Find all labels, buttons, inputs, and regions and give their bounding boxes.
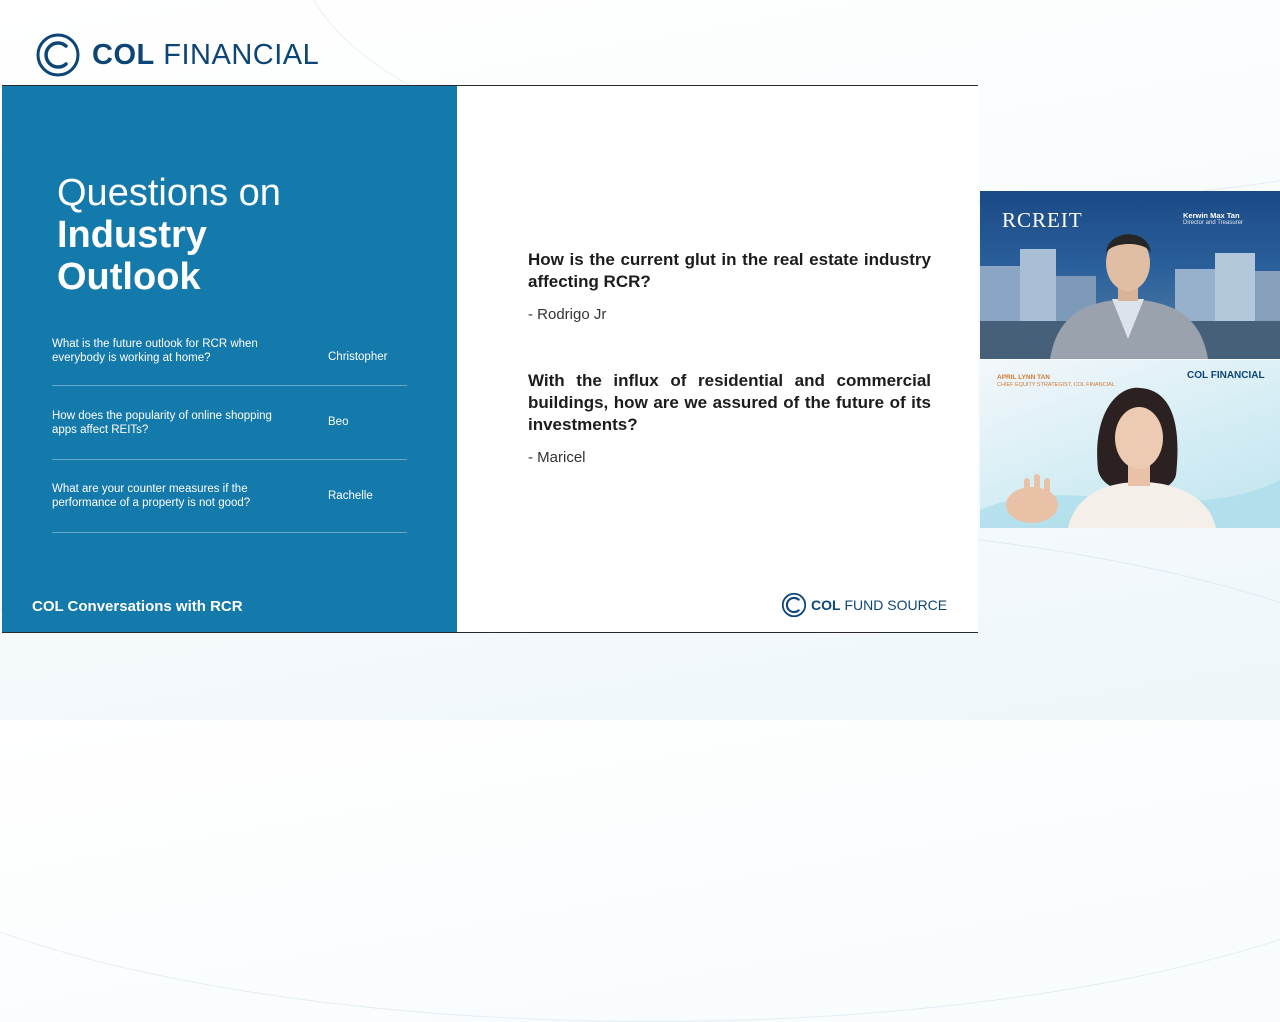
brand-rest: FINANCIAL xyxy=(163,38,320,71)
video-tile-speaker-2[interactable] xyxy=(980,360,1280,528)
slide-title-line2: Industry xyxy=(57,214,207,256)
featured-question: How is the current glut in the real estate industry affecting RCR? xyxy=(528,250,931,291)
featured-question: With the influx of residential and commercial buildings, how are we assured of the future of its investments? xyxy=(528,371,931,434)
speaker-1-name: Kerwin Max Tan xyxy=(1183,211,1240,220)
brand-bold: COL xyxy=(92,38,155,71)
slide-title-line3: Outlook xyxy=(57,256,201,298)
question-row xyxy=(52,459,407,533)
speaker-2-role: CHIEF EQUITY STRATEGIST, COL FINANCIAL xyxy=(997,382,1115,388)
question-text: How does the popularity of online shopping apps affect REITs? xyxy=(52,410,272,436)
col-financial-logo xyxy=(36,32,319,78)
question-asker: Beo xyxy=(328,416,349,428)
fund-logo-bold: COL xyxy=(811,597,841,613)
video-tile-speaker-1[interactable] xyxy=(980,191,1280,359)
speaker-1-role: Director and Treasurer xyxy=(1183,220,1244,226)
question-asker: Rachelle xyxy=(328,490,373,502)
question-text: What is the future outlook for RCR when everybody is working at home? xyxy=(52,338,258,364)
speaker-2-name: APRIL LYNN TAN xyxy=(997,374,1050,381)
speaker-1-brand: RCREIT xyxy=(1002,208,1083,232)
brand-name xyxy=(92,39,319,72)
speaker-2-logo: COL FINANCIAL xyxy=(1187,370,1265,381)
featured-asker: - Rodrigo Jr xyxy=(528,306,607,323)
featured-asker: - Maricel xyxy=(528,449,586,466)
question-text: What are your counter measures if the performance of a property is not good? xyxy=(52,483,251,509)
slide-right-panel xyxy=(457,86,978,633)
col-ring-logo-icon xyxy=(36,33,80,77)
question-row xyxy=(52,385,407,460)
question-row xyxy=(52,335,407,386)
question-asker: Christopher xyxy=(328,351,388,363)
slide-title-line1: Questions on xyxy=(57,172,281,214)
fund-logo-rest: FUND SOURCE xyxy=(844,597,948,613)
slide-left-panel xyxy=(2,86,457,633)
slide-bottom-line xyxy=(2,632,978,633)
col-fund-source-logo xyxy=(781,592,947,618)
col-ring-small-icon xyxy=(781,592,807,618)
slide-footer-label: COL Conversations with RCR xyxy=(32,598,243,615)
